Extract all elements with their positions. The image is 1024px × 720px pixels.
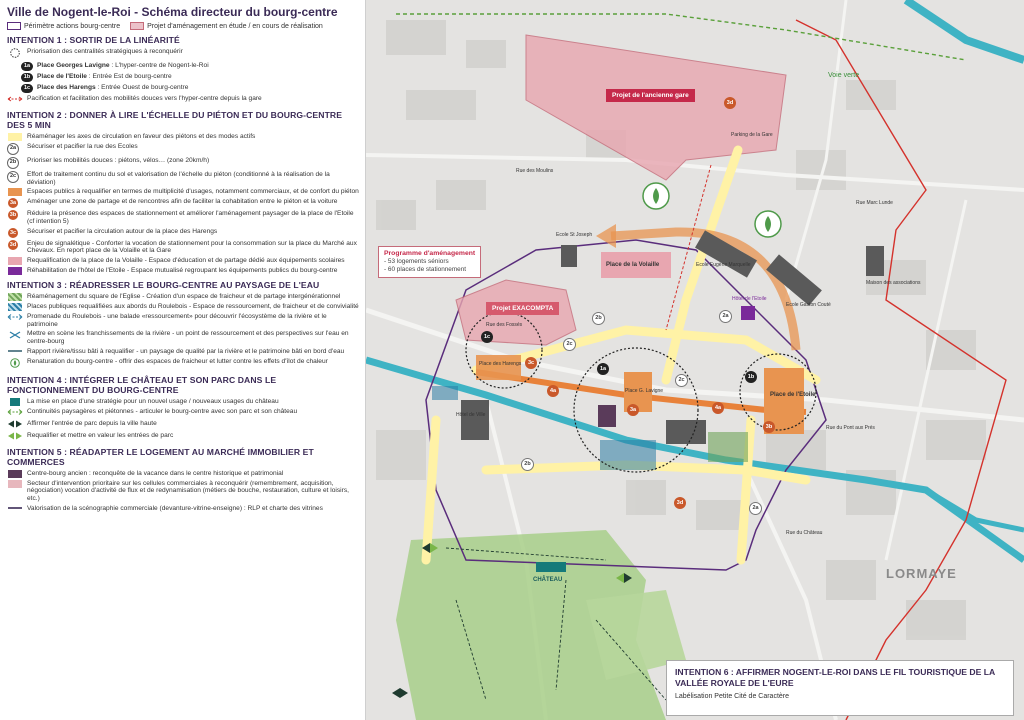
marker-3d-marche: 3d [674,497,686,509]
i2-row-8 [7,240,359,255]
place-harengs-space [476,355,521,380]
chateau-building [536,562,566,572]
double-arrow-icon [7,313,23,323]
blue-hatch-icon [7,303,23,311]
i4-label-1: Continuités paysagères et piétonnes - articuler le bourg-centre avec son parc et son château [27,407,298,415]
intention1-intro [7,48,359,60]
item-1c-name: Place des Harengs [37,84,96,91]
hotel-etoile-building [741,306,755,320]
marker-2b-south: 2b [521,458,534,471]
maison-assoc-label: Maison des associations [866,280,921,286]
badge-2b: 2b [7,157,19,169]
dark-purple-swatch-icon [7,470,23,478]
chateau-label: CHÂTEAU [533,577,563,583]
programme-title: Programme d'aménagement [384,250,476,257]
i2-row-0 [7,133,359,141]
harengs-label: Place des Harengs [479,361,522,367]
legend-project [130,22,323,30]
rue-moulins-label: Rue des Moulins [516,168,554,174]
i2-label-2: Prioriser les mobilités douces : piétons, vélos… (zone 20km/h) [27,157,210,165]
marker-1a: 1a [597,363,609,375]
i2-label-5: Aménager une zone de partage et de rencontres afin de faciliter la cohabitation entre le piéton et la voiture [27,198,338,206]
intention5-title: INTENTION 5 : RÉADAPTER LE LOGEMENT AU MARCHÉ IMMOBILIER ET COMMERCES [7,446,314,467]
rue-fosses-label: Rue des Fossés [486,322,523,328]
i5-label-2: Valorisation de la scénographie commerciale (devanture-vitrine-enseigne) : RLP et charte des vitrines [27,504,323,512]
i2-label-3: Effort de traitement continu du sol et valorisation de l'échelle du piéton (conditionné à la réalisation de la déviation) [27,171,330,186]
project-swatch [130,22,144,30]
i4-row-2 [7,420,359,430]
rue-roule-label: Rue du Pont aux Prés [826,425,875,431]
marker-1b: 1b [745,371,757,383]
yellow-swatch-icon [7,133,23,141]
i5-row-1 [7,480,359,503]
i3-label-5: Renaturation du bourg-centre - offrir des espaces de fraicheur et lutter contre les effets d'îlot de chaleur [27,357,328,365]
perimeter-swatch [7,22,21,30]
intention2-title: INTENTION 2 : DONNER À LIRE L'ÉCHELLE DU PIÉTON ET DU BOURG-CENTRE DES 5 MIN [7,110,343,130]
gare-project-label: Projet de l'ancienne gare [606,89,695,102]
i3-row-1 [7,303,359,311]
i3-label-3: Mettre en scène les franchissements de la rivière - un point de ressourcement et des perspectives sur l'eau en centre-bourg [27,330,349,345]
item-1b-name: Place de l'Etoile [37,73,87,80]
i2-row-7 [7,228,359,238]
purple-swatch-icon [7,267,23,275]
badge-3d-wrap [7,240,23,250]
light-pink-swatch-icon [7,480,23,488]
item-1a-label [37,62,359,70]
lavigne-label: Place G. Lavigne [625,388,664,394]
programme-line-1: - 53 logements séniors [384,258,449,265]
map-panel [366,0,1024,720]
i3-row-3 [7,330,359,345]
marker-2c-west: 2c [563,338,576,351]
badge-2b-wrap [7,157,23,169]
river-eure-north [906,0,1024,60]
i3-row-5 [7,358,359,370]
i2-row-1 [7,143,359,155]
badge-2c-wrap [7,171,23,183]
intention4-title: INTENTION 4 : INTÉGRER LE CHÂTEAU ET SON PARC DANS LE FONCTIONNEMENT DU BOURG-CENTRE [7,374,277,395]
marker-2a-south: 2a [749,502,762,515]
intention1-item-1b [7,73,359,82]
i5-label-1: Secteur d'intervention prioritaire sur les cellules commerciales à reconquérir (remembrement, acquisition, négociation) vocation d'activité de flux et de redynamisation (métiers de bouche, restauration, culture et loisirs, etc.) [27,479,349,502]
crossing-icon [7,330,23,342]
marker-1c: 1c [481,331,493,343]
green-arrows-icon [7,408,23,418]
dashed-circle-icon [7,48,23,60]
legend-top-row [7,22,359,30]
i2-label-6: Réduire la présence des espaces de stationnement et améliorer l'aménagement paysager de la place de l'Etoile (cf intention 5) [27,210,354,225]
intention1-item-1c [7,84,359,93]
etoile-label: Place de l'Etoile [770,392,816,398]
i2-label-9: Requalification de la place de la Volaille - Espace d'éducation et de partage dédié aux équipements scolaires [27,256,345,264]
badge-3b: 3b [9,212,17,219]
i5-row-2 [7,505,359,513]
legend-panel [0,0,366,720]
i2-row-2 [7,157,359,169]
i3-row-2 [7,313,359,328]
i2-row-10 [7,267,359,275]
lormaye-label: LORMAYE [886,566,957,581]
i2-row-6 [7,210,359,225]
marker-3c: 3c [525,357,537,369]
green-hatch-icon [7,293,23,301]
i2-row-5 [7,198,359,208]
i2-label-0: Réaménager les axes de circulation en faveur des piétons et des modes actifs [27,133,256,140]
i5-row-0 [7,470,359,478]
orange-swatch-icon [7,188,23,196]
badge-3b-wrap [7,210,23,220]
pacif-label: Pacification et facilitation des mobilités douces vers l'hyper-centre depuis la gare [27,95,262,102]
hotel-ville-label: Hôtel de Ville [456,412,486,418]
marker-2b-north: 2b [592,312,605,325]
marker-4a-west: 4a [547,385,559,397]
rue-chateau-label: Rue du Château [786,530,823,536]
badge-3a: 3a [9,200,17,207]
i2-label-7: Sécuriser et pacifier la circulation autour de la place des Harengs [27,227,218,235]
marker-2a-north: 2a [719,310,732,323]
dark-line-icon [7,505,23,513]
exacompta-label: Projet EXACOMPTA [486,302,559,315]
i2-row-3 [7,171,359,186]
i4-label-3: Requalifier et mettre en valeur les entrées de parc [27,431,174,439]
leaf-icon [7,358,23,370]
i2-label-8: Enjeu de signalétique - Conforter la vocation de stationnement pour la consommation sur la place du Marché aux Chevaux. En report place de la Volaille et la Gare [27,239,357,255]
item-1c-label [37,84,359,92]
project-label: Projet d'aménagement en étude / en cours de réalisation [147,22,323,30]
line-icon [7,348,23,356]
i2-row-4 [7,188,359,196]
marker-4a-east: 4a [712,402,724,414]
i4-row-1 [7,408,359,418]
intention1-pacif [7,95,359,105]
i2-label-1: Sécuriser et pacifier la rue des Ecoles [27,143,138,151]
programme-line-2: - 60 places de stationnement [384,266,467,273]
intention6-title: INTENTION 6 : AFFIRMER NOGENT-LE-ROI DANS LE FIL TOURISTIQUE DE LA VALLÉE ROYALE DE L'EURE [675,667,995,688]
voie-verte-label: Voie verte [828,72,860,79]
badge-3c: 3c [9,229,17,236]
i3-label-0: Réaménagement du square de l'Eglise - Création d'un espace de fraicheur et de partage intergénérationnel [27,293,341,300]
marker-3d-gare: 3d [724,97,736,109]
intention6-subtitle: Labélisation Petite Cité de Caractère [675,693,790,700]
ecole-moquet-label: Ecole Eugène Marquelle [696,262,751,268]
badge-1b: 1b [21,73,33,82]
pink-swatch-icon [7,257,23,265]
i5-label-0: Centre-bourg ancien : reconquête de la vacance dans le centre historique et patrimonial [27,469,284,477]
intention1-title: INTENTION 1 : SORTIR DE LA LINÉARITÉ [7,35,180,45]
map-title: Ville de Nogent-le-Roi - Schéma directeur du bourg-centre [7,5,338,19]
perimeter-label: Périmètre actions bourg-centre [24,22,121,30]
riverside-place [432,386,458,400]
badge-1a: 1a [21,62,33,71]
teal-swatch-icon [7,398,23,406]
intention1-intro-label: Priorisation des centralités stratégiques à reconquérir [27,48,183,55]
i4-label-2: Affirmer l'entrée de parc depuis la ville haute [27,419,157,427]
ecole-joseph-label: Ecole St Joseph [556,232,593,238]
dark-arrows-icon [7,420,23,430]
badge-2a-wrap [7,143,23,155]
intention1-item-1a [7,62,359,71]
item-1a-name: Place Georges Lavigne [37,62,110,69]
badge-3d: 3d [9,241,17,248]
badge-3a-wrap [7,198,23,208]
i2-label-4: Espaces publics à requalifier en termes de multiplicité d'usages, notamment commerciaux, et de confort du piéton [27,188,359,196]
intention3-title: INTENTION 3 : RÉADRESSER LE BOURG-CENTRE AU PAYSAGE DE L'EAU [7,280,320,290]
i2-label-10: Réhabilitation de l'hôtel de l'Etoile - Espace mutualisé regroupant les équipements publics du bourg-centre [27,266,338,274]
volaille-label: Place de la Volaille [606,262,660,268]
legend-perimeter [7,22,120,30]
item-1a-desc: : L'hyper-centre de Nogent-le-Roi [109,62,209,69]
item-1b-desc: : Entrée Est de bourg-centre [86,73,172,80]
i3-label-2: Promenade du Roulebois - une balade «ressourcement» pour découvrir l'écosystème de la rivière et le patrimoine [27,313,327,328]
programme-box [378,246,481,278]
badge-3c-wrap [7,228,23,238]
i3-label-4: Rapport rivière/tissu bâti à requalifier - un paysage de qualité par la rivière et le patrimoine bâti en bord d'eau [27,347,345,355]
hotel-etoile-label: Hôtel de l'Etoile [732,296,767,302]
rue-marc-label: Rue Marc Lunde [856,200,893,206]
item-1c-desc: : Entrée Ouest de bourg-centre [95,84,189,91]
item-1b-label [37,73,359,81]
badge-2a: 2a [7,143,19,155]
badge-2c: 2c [7,171,19,183]
parking-gare-label: Parking de la Gare [731,132,773,138]
i4-row-0 [7,398,359,406]
i2-row-9 [7,257,359,265]
marker-3a: 3a [627,404,639,416]
intention6-box [666,660,1014,716]
marker-2c-east: 2c [675,374,688,387]
i4-label-0: La mise en place d'une stratégie pour un nouvel usage / nouveaux usages du château [27,397,279,405]
marker-3b: 3b [763,421,775,433]
i3-label-1: Places publiques requalifiées aux abords du Roulebois - Espace de ressourcement, de fraicheur et de convivialité [27,303,359,311]
i3-row-4 [7,348,359,356]
green-triangles-icon [7,432,23,442]
dashed-arrow-icon [7,95,23,105]
i3-row-0 [7,293,359,301]
ecole-couin-label: Ecole Gaston Couté [786,302,831,308]
map-canvas [366,0,1024,720]
i4-row-3 [7,432,359,442]
badge-1c: 1c [21,84,33,93]
eglise-square [708,432,748,462]
